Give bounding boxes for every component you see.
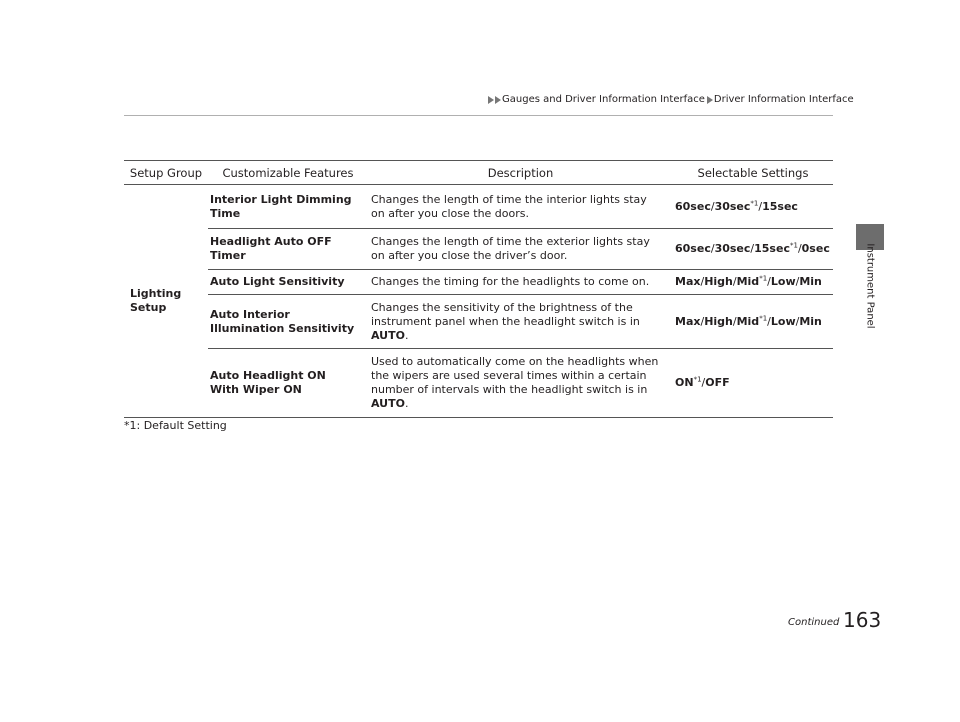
feature-text: Interior Light Dimming [210, 192, 352, 206]
description-text: Used to automatically come on the headlights when [371, 355, 659, 368]
setting-option: 60sec [675, 242, 711, 255]
settings-cell: $60\sec/30\sec/15\sec^{*1}/0\sec$ [673, 229, 833, 270]
column-header: Setup Group [124, 161, 208, 185]
setting-option: Low [770, 275, 796, 288]
settings-cell: Max/High/Mid$^{*1}$/Low/Min [673, 270, 833, 295]
settings-cell: ON$^{*1}$/OFF [673, 349, 833, 418]
settings-cell: $60\sec/30\sec^{*1}/15\sec$ [673, 185, 833, 229]
setting-option: High [704, 275, 733, 288]
setting-option: Max [675, 275, 701, 288]
setup-group-label: Setup [130, 301, 167, 314]
column-header: Selectable Settings [673, 161, 833, 185]
table-row [124, 295, 833, 349]
setting-option: ON [675, 376, 694, 389]
setup-group-cell [124, 185, 208, 418]
settings-cell: Max/High/Mid$^{*1}$/Low/Min [673, 295, 833, 349]
description-text: on after you close the driver’s door. [371, 249, 568, 262]
description-keyword: AUTO [371, 397, 405, 410]
feature-cell [208, 270, 368, 295]
description-text: Changes the length of time the exterior lights stay [371, 235, 650, 248]
setting-option: Low [770, 314, 796, 328]
section-tab-label: Instrument Panel [864, 243, 876, 329]
setting-option: 60sec [675, 199, 711, 213]
feature-text: Auto Interior [210, 307, 290, 321]
triangle-arrow-icon [488, 96, 494, 104]
feature-cell [208, 229, 368, 270]
default-marker: *1 [750, 198, 759, 207]
default-marker: *1 [789, 241, 798, 250]
table-row [124, 270, 833, 295]
setting-option: 15sec [754, 242, 790, 255]
setting-option: High [704, 314, 733, 328]
description-text: Changes the length of time the interior lights stay [371, 192, 647, 206]
column-header: Customizable Features [208, 161, 368, 185]
breadcrumb-item[interactable]: Driver Information Interface [713, 94, 854, 105]
setting-option: 0sec [801, 242, 830, 255]
setup-group-label: Lighting [130, 287, 182, 300]
feature-text: Illumination Sensitivity [210, 321, 355, 335]
feature-cell [208, 185, 368, 229]
description-text: Changes the sensitivity of the brightness of the [371, 300, 633, 314]
description-text: the wipers are used several times within a certain [371, 369, 647, 382]
feature-text: Auto Light Sensitivity [210, 275, 345, 288]
feature-text: Time [210, 206, 241, 220]
setting-option: Mid [736, 314, 760, 328]
description-text: number of intervals with the headlight switch is in [371, 383, 648, 396]
description-text: Changes the timing for the headlights to come on. [371, 275, 650, 288]
setting-option: Min [799, 314, 822, 328]
feature-text: Timer [210, 249, 246, 262]
description-keyword: AUTO [371, 328, 405, 342]
feature-cell [208, 295, 368, 349]
description-cell: Changes the sensitivity of the brightness of the instrument panel when the headlight switch is in AUTO. [368, 295, 673, 349]
description-cell [368, 270, 673, 295]
default-marker: *1 [759, 313, 768, 322]
setting-option: Min [799, 275, 822, 288]
description-text: on after you close the doors. [371, 206, 529, 220]
setting-option: Max [675, 314, 701, 328]
table-row [124, 349, 833, 418]
feature-text: Auto Headlight ON [210, 369, 326, 382]
default-marker: *1 [693, 375, 702, 384]
breadcrumb-item[interactable]: Gauges and Driver Information Interface [502, 94, 705, 105]
feature-cell [208, 349, 368, 418]
page-number: 163 [843, 608, 882, 632]
description-text: instrument panel when the headlight switch is in [371, 314, 640, 328]
setting-option: OFF [705, 376, 730, 389]
header-rule [124, 115, 833, 116]
setting-option: 30sec [714, 199, 751, 213]
description-cell [368, 229, 673, 270]
setting-option: Mid [736, 275, 760, 288]
default-marker: *1 [759, 274, 768, 283]
description-cell: Used to automatically come on the headlights when the wipers are used several times within a certain number of intervals with the headlight switch is in AUTO. [368, 349, 673, 418]
table-row [124, 229, 833, 270]
triangle-arrow-icon [707, 96, 713, 104]
footnote: *1: Default Setting [124, 419, 227, 432]
description-cell [368, 185, 673, 229]
feature-text: With Wiper ON [210, 383, 302, 396]
triangle-arrow-icon [495, 96, 501, 104]
column-header: Description [368, 161, 673, 185]
table-header-row [124, 161, 833, 185]
setting-option: 15sec [762, 199, 798, 213]
breadcrumb [488, 94, 854, 105]
continued-label: Continued [788, 617, 840, 628]
table-row [124, 185, 833, 229]
setting-option: 30sec [714, 242, 751, 255]
feature-text: Headlight Auto OFF [210, 235, 332, 248]
settings-table [124, 160, 833, 418]
